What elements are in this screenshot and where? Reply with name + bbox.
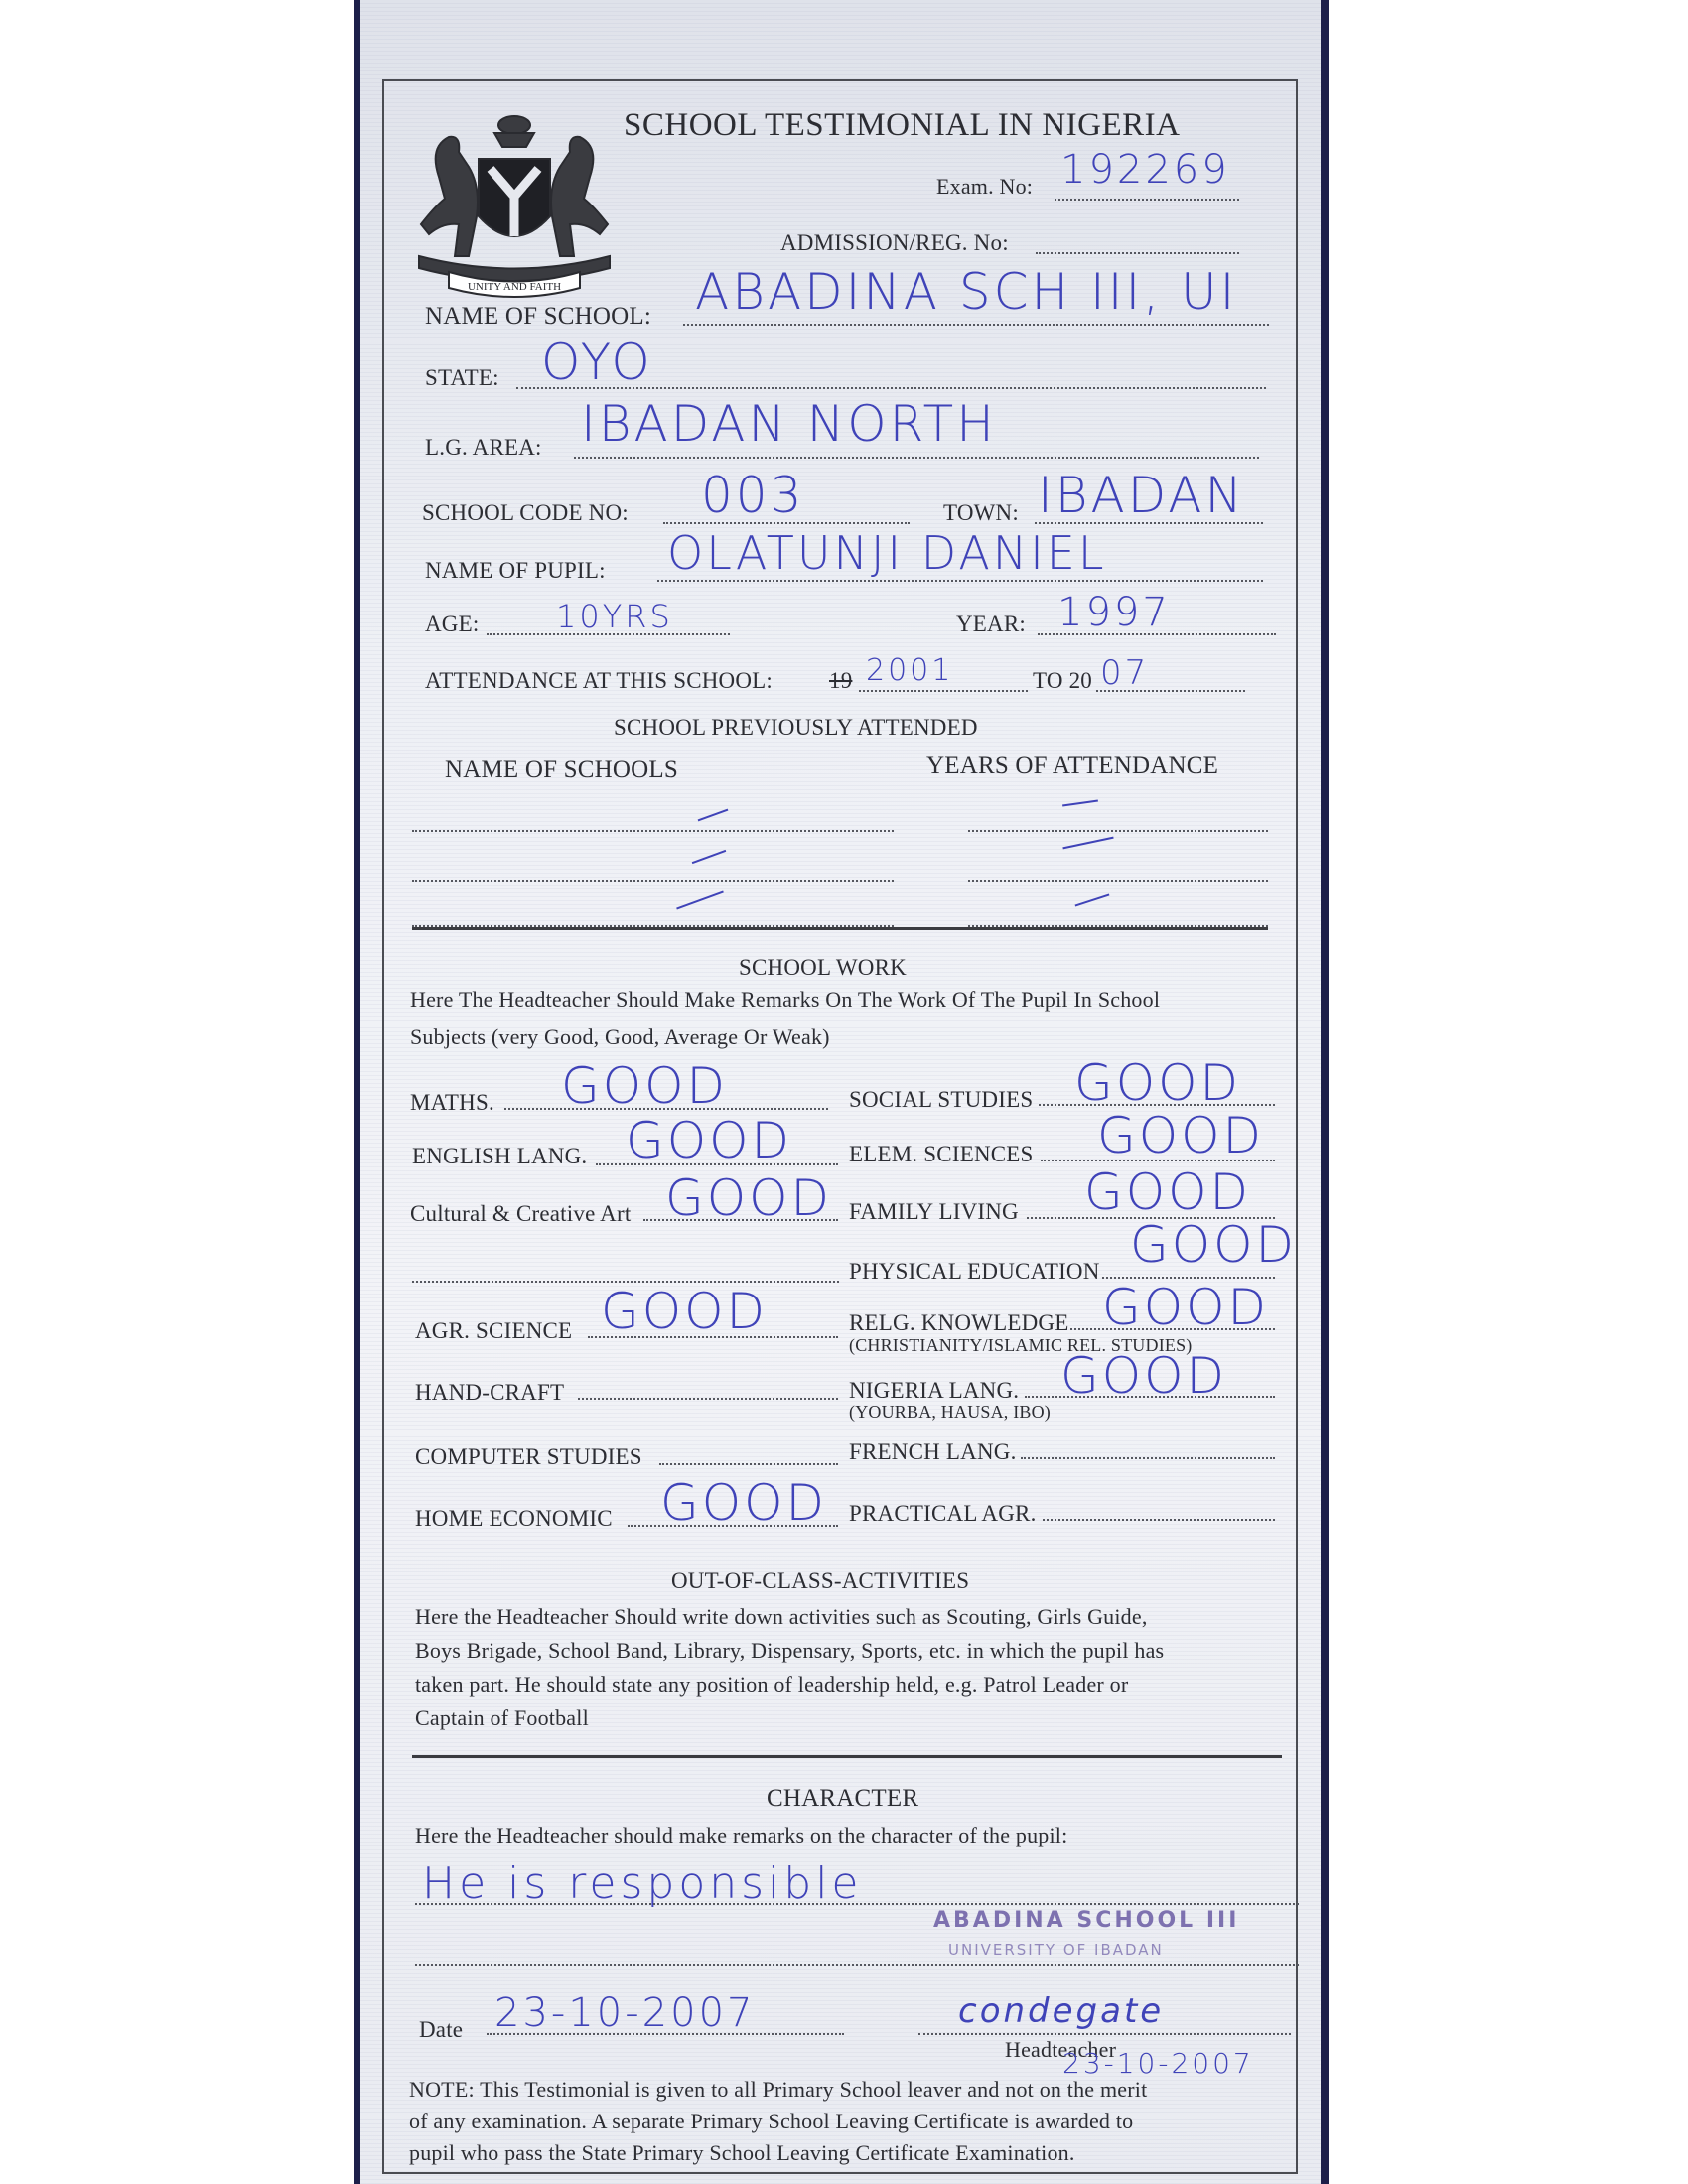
- year-value[interactable]: 1997: [1057, 590, 1171, 635]
- subject-label-computer: COMPUTER STUDIES: [415, 1444, 642, 1469]
- previous-name-line[interactable]: [412, 830, 894, 832]
- attendance-label: ATTENDANCE AT THIS SCHOOL:: [425, 668, 774, 693]
- form-title: SCHOOL TESTIMONIAL IN NIGERIA: [624, 107, 1181, 143]
- headteacher-label: Headteacher: [1005, 2037, 1117, 2062]
- year-label: YEAR:: [956, 612, 1026, 636]
- attendance-from-line: [859, 690, 1028, 692]
- school-stamp-line1: ABADINA SCHOOL III: [933, 1908, 1240, 1933]
- character-line: [415, 1903, 1299, 1905]
- town-value[interactable]: IBADAN: [1038, 467, 1245, 524]
- previous-years-line[interactable]: [968, 830, 1268, 832]
- note-line-3: pupil who pass the State Primary School Leaving Certificate Examination.: [409, 2140, 1075, 2165]
- date-value[interactable]: 23-10-2007: [494, 1990, 756, 2036]
- character-heading: CHARACTER: [767, 1785, 919, 1812]
- activities-line-2: Boys Brigade, School Band, Library, Dispensary, Sports, etc. in which the pupil has: [415, 1638, 1165, 1663]
- school-work-heading: SCHOOL WORK: [739, 955, 907, 980]
- age-label: AGE:: [425, 612, 480, 636]
- previous-schools-heading: SCHOOL PREVIOUSLY ATTENDED: [614, 715, 978, 740]
- attendance-from-value[interactable]: 2001: [866, 653, 954, 688]
- subject-label-relg-knowledge: RELG. KNOWLEDGE: [849, 1310, 1069, 1335]
- character-remark[interactable]: He is responsible: [422, 1858, 863, 1909]
- school-name-line: [683, 324, 1269, 326]
- exam-no-label: Exam. No:: [936, 174, 1034, 199]
- subject-sub-relg: (CHRISTIANITY/ISLAMIC REL. STUDIES): [849, 1335, 1193, 1355]
- grade-home-economic[interactable]: GOOD: [660, 1474, 827, 1532]
- school-name-value[interactable]: ABADINA SCH III, UI: [695, 263, 1238, 321]
- grade-english[interactable]: GOOD: [626, 1112, 792, 1169]
- subject-label-cultural: Cultural & Creative Art: [410, 1201, 632, 1226]
- subject-label-social-studies: SOCIAL STUDIES: [849, 1087, 1034, 1112]
- attendance-to-label: TO 20: [1033, 668, 1092, 693]
- previous-col-names: NAME OF SCHOOLS: [445, 756, 678, 783]
- grade-physical-education[interactable]: GOOD: [1130, 1216, 1297, 1274]
- school-work-instruction-1: Here The Headteacher Should Make Remarks On The Work Of The Pupil In School: [410, 987, 1161, 1012]
- school-code-value[interactable]: 003: [701, 467, 805, 524]
- subject-label-english: ENGLISH LANG.: [412, 1144, 588, 1168]
- coat-of-arms-icon: [399, 107, 630, 306]
- grade-elem-sciences[interactable]: GOOD: [1097, 1107, 1264, 1164]
- state-label: STATE:: [425, 365, 499, 390]
- subject-label-agr-science: AGR. SCIENCE: [415, 1318, 573, 1343]
- activities-heading: OUT-OF-CLASS-ACTIVITIES: [671, 1569, 970, 1593]
- grade-social-studies[interactable]: GOOD: [1074, 1054, 1241, 1112]
- headteacher-signature: condegate: [958, 1991, 1165, 2031]
- grade-cultural[interactable]: GOOD: [665, 1169, 832, 1227]
- town-label: TOWN:: [943, 500, 1019, 525]
- signature-line: [918, 2033, 1291, 2035]
- state-value[interactable]: OYO: [541, 334, 653, 391]
- previous-years-line[interactable]: [968, 880, 1268, 882]
- exam-no-value[interactable]: 192269: [1060, 147, 1230, 193]
- lga-line: [574, 457, 1259, 459]
- section-divider: [412, 927, 1268, 930]
- previous-col-years: YEARS OF ATTENDANCE: [926, 752, 1219, 779]
- motto-text: UNITY AND FAITH: [467, 281, 562, 293]
- grade-nigeria-lang[interactable]: GOOD: [1060, 1347, 1227, 1405]
- note-line-2: of any examination. A separate Primary School Leaving Certificate is awarded to: [409, 2109, 1134, 2133]
- subject-line[interactable]: [578, 1398, 838, 1400]
- grade-agr-science[interactable]: GOOD: [601, 1283, 768, 1340]
- subject-label-family-living: FAMILY LIVING: [849, 1199, 1019, 1224]
- subject-label-handcraft: HAND-CRAFT: [415, 1380, 565, 1405]
- subject-label-nigeria-lang: NIGERIA LANG.: [849, 1378, 1020, 1403]
- scan-background: [0, 0, 357, 2184]
- pupil-name-label: NAME OF PUPIL:: [425, 558, 606, 583]
- subject-sub-nigeria-lang: (YOURBA, HAUSA, IBO): [849, 1402, 1052, 1422]
- subject-line[interactable]: [1021, 1457, 1275, 1459]
- activities-line-4: Captain of Football: [415, 1706, 589, 1730]
- lga-value[interactable]: IBADAN NORTH: [581, 395, 997, 453]
- scan-edge-right: [1321, 0, 1329, 2184]
- subject-label-elem-sciences: ELEM. SCIENCES: [849, 1142, 1034, 1166]
- subject-label-french: FRENCH LANG.: [849, 1439, 1017, 1464]
- note-line-1: NOTE: This Testimonial is given to all Primary School leaver and not on the merit: [409, 2077, 1148, 2102]
- school-name-label: NAME OF SCHOOL:: [425, 303, 652, 330]
- pupil-name-line: [657, 580, 1263, 582]
- activities-line-1: Here the Headteacher Should write down activities such as Scouting, Girls Guide,: [415, 1604, 1148, 1629]
- lga-label: L.G. AREA:: [425, 435, 542, 460]
- grade-family-living[interactable]: GOOD: [1084, 1163, 1251, 1221]
- pupil-name-value[interactable]: OLATUNJI DANIEL: [667, 526, 1107, 580]
- grade-relg-knowledge[interactable]: GOOD: [1102, 1279, 1269, 1336]
- previous-name-line[interactable]: [412, 880, 894, 882]
- school-work-instruction-2: Subjects (very Good, Good, Average Or Weak): [410, 1024, 830, 1049]
- attendance-struck-prefix: 19: [829, 668, 853, 693]
- subject-label-home-economic: HOME ECONOMIC: [415, 1506, 613, 1531]
- character-line[interactable]: [415, 1964, 1299, 1966]
- subject-line[interactable]: [1043, 1519, 1275, 1521]
- admission-label: ADMISSION/REG. No:: [780, 230, 1009, 255]
- activities-line-3: taken part. He should state any position of leadership held, e.g. Patrol Leader or: [415, 1672, 1129, 1697]
- subject-line[interactable]: [659, 1463, 838, 1465]
- admission-line[interactable]: [1036, 252, 1239, 254]
- school-stamp-line2: UNIVERSITY OF IBADAN: [948, 1941, 1164, 1959]
- attendance-to-line: [1096, 690, 1245, 692]
- date-label: Date: [419, 2017, 464, 2042]
- date-line: [487, 2033, 844, 2035]
- age-value[interactable]: 10YRS: [556, 598, 673, 635]
- subject-label-practical-agr: PRACTICAL AGR.: [849, 1501, 1037, 1526]
- grade-maths[interactable]: GOOD: [561, 1057, 728, 1115]
- exam-no-line: [1055, 199, 1239, 201]
- signed-date: 23-10-2007: [1062, 2047, 1254, 2080]
- attendance-to-value[interactable]: 07: [1100, 653, 1150, 693]
- school-code-label: SCHOOL CODE NO:: [422, 500, 629, 525]
- subject-label-maths: MATHS.: [410, 1090, 494, 1115]
- section-divider: [412, 1755, 1282, 1758]
- subject-label-physical-education: PHYSICAL EDUCATION: [849, 1259, 1100, 1284]
- character-instruction: Here the Headteacher should make remarks on the character of the pupil:: [415, 1823, 1068, 1847]
